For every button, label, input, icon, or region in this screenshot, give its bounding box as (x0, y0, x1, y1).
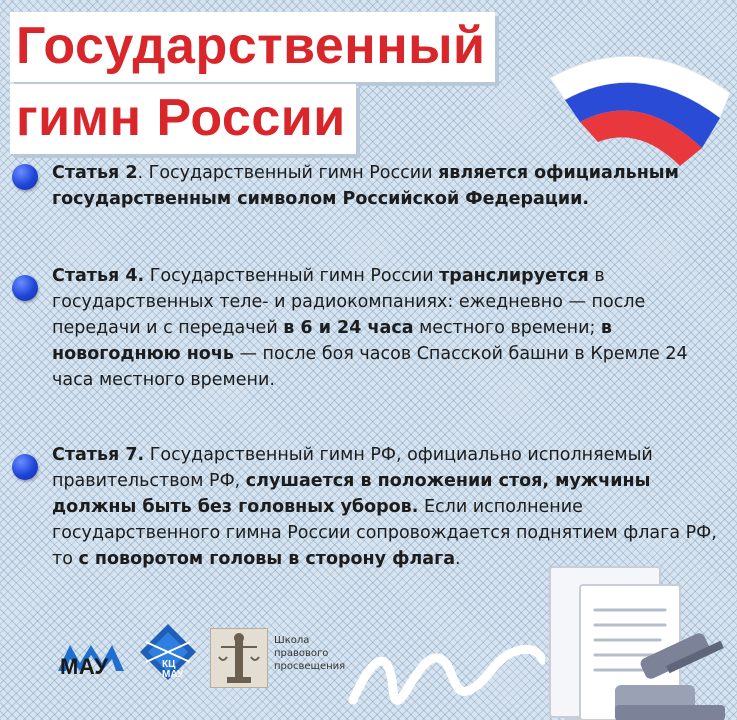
title-box-line1 (10, 12, 495, 82)
mau-logo-text: МАУ (60, 654, 109, 679)
squiggle-decoration-icon (345, 630, 545, 720)
text-run: Государственный гимн РФ, официально исполняемый правительством РФ, (52, 445, 653, 491)
text-run: Если исполнение государственного гимна России сопровождается поднятием флага РФ, то (52, 497, 717, 569)
text-run: в 6 и 24 часа (283, 318, 414, 338)
page-title-line2: гимн России (16, 89, 346, 147)
documents-gavel-icon (520, 555, 737, 720)
title-box-line2 (10, 84, 356, 154)
text-run: является официальным государственным символом Российской Федерации. (52, 163, 679, 209)
bullet-icon (12, 454, 38, 480)
text-run: местного времени; (413, 318, 601, 338)
text-run: в новогоднюю ночь (52, 318, 612, 364)
text-run: транслируется (439, 266, 589, 286)
article-2-section (12, 160, 730, 212)
text-run: . (455, 549, 461, 569)
themis-statue-icon (211, 629, 267, 687)
text-run: Статья 4. (52, 266, 145, 286)
article-4-text (52, 263, 730, 393)
text-run: Статья 7. (52, 445, 145, 465)
flag-ribbon-icon (540, 38, 737, 168)
page-title-line1: Государственный (16, 17, 486, 75)
article-4-section (12, 263, 730, 393)
article-7-text (52, 442, 730, 572)
text-run: Государственный гимн России (144, 266, 440, 286)
text-run: Статья 2 (52, 163, 138, 183)
kc-mau-logo-text: КЦ МАУ (162, 659, 184, 680)
article-2-text (52, 160, 730, 212)
text-run: . Государственный гимн России (137, 163, 439, 183)
text-run: — после боя часов Спасской башни в Кремле 24 часа местного времени. (52, 344, 688, 390)
text-run: с поворотом головы в сторону флага (78, 549, 456, 569)
text-run: в государственных теле- и радиокомпаниях: ежедневно — после передачи и с передачей (52, 266, 646, 338)
bullet-icon (12, 164, 38, 190)
bullet-icon (12, 275, 38, 301)
school-logo (210, 628, 268, 688)
text-run: слушается в положении стоя, мужчины должны быть без головных уборов. (52, 471, 651, 517)
article-7-section (12, 442, 730, 572)
school-logo-text: Школа правового просвещения (274, 635, 346, 672)
